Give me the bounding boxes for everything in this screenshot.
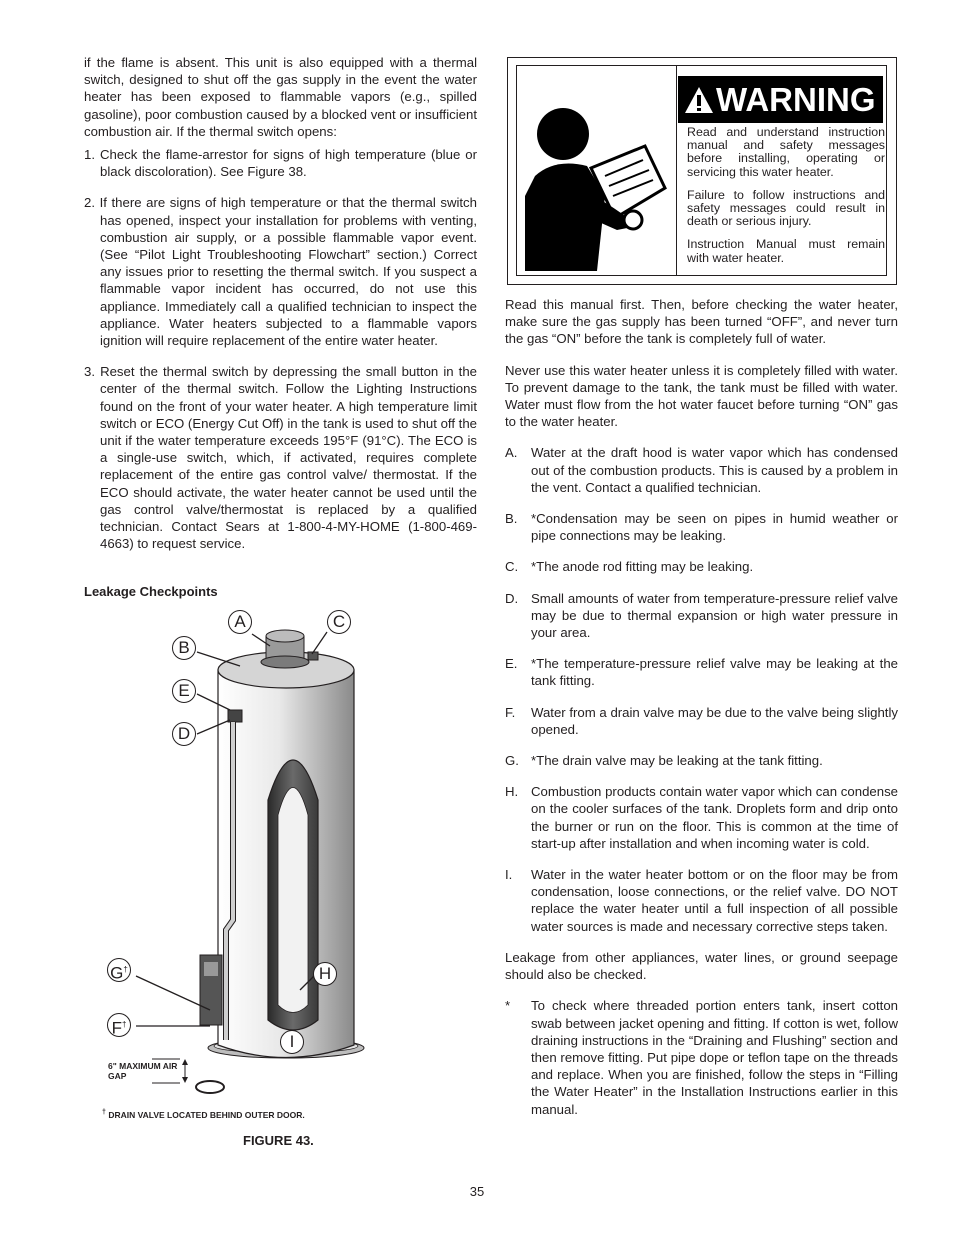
step-1: 1. Check the flame-arrestor for signs of high temperature (blue or black discoloration). See Figure 38. — [84, 147, 477, 180]
warning-line-1: Read and understand instruction manual and safety messages before installing, operating or servicing this water heater. — [687, 125, 885, 179]
page-number: 35 — [469, 1184, 485, 1199]
footnote — [505, 997, 898, 1117]
callout-g-letter: G — [110, 963, 124, 983]
water-heater-figure — [100, 600, 480, 1120]
checkpoint-text: *The drain valve may be leaking at the tank fitting. — [531, 753, 823, 769]
step-2: 2. If there are signs of high temperature or that the thermal switch has opened, inspect your installation for problems with venting, combustion air supply, or a possible flammable vapor event. (See “Pilot Light Troubleshooting Flowchart” section.) Correct any issues prior to resetting the thermal switch. If you suspect a flammable vapor incident has occurred, do not use this appliance. Immediately call a qualified technician to inspect the appliance. Water heaters subjected to a flammable vapors ignition will require replacement of the entire water heater. — [84, 195, 477, 349]
checkpoint-label: A. — [505, 445, 518, 461]
checkpoint-text: Water at the draft hood is water vapor which has condensed out of the combustion products. This is caused by a problem in the vent. Contact a qualified technician. — [531, 445, 898, 495]
callout-e: E — [172, 679, 196, 703]
checkpoint-text: Combustion products contain water vapor which can condense on the cooler surfaces of the tank. Droplets form and drip onto the burner or run on the floor. This is common at the time of start-up after installation and when incoming water is cold. — [531, 784, 898, 851]
right-para-2: Never use this water heater unless it is completely filled with water. To prevent damage to the tank, the tank must be filled with water. Water must flow from the hot water faucet before turning “ON” gas to the water heater. — [505, 362, 898, 430]
callout-b: B — [172, 636, 196, 660]
checkpoint-label: D. — [505, 590, 519, 606]
callout-c: C — [327, 610, 351, 634]
callout-f — [107, 1013, 131, 1037]
checkpoint-label: F. — [505, 704, 516, 720]
warning-divider — [676, 66, 677, 275]
warning-text — [687, 126, 885, 275]
footnote-label: * — [505, 998, 511, 1014]
checkpoint-label: H. — [505, 784, 519, 800]
checkpoint-text: *Condensation may be seen on pipes in humid weather or pipe connections may be leaking. — [531, 511, 898, 544]
callout-g-dagger: † — [123, 965, 128, 974]
checkpoint-item — [505, 866, 898, 935]
drain-note — [102, 1108, 305, 1120]
checkpoint-label: G. — [505, 753, 519, 769]
callout-i: I — [280, 1030, 304, 1054]
callout-f-dagger: † — [121, 1020, 127, 1029]
checkpoint-item — [505, 655, 898, 689]
checkpoint-text: Water from a drain valve may be due to the valve being slightly opened. — [531, 704, 898, 737]
checkpoint-item — [505, 558, 898, 575]
checkpoint-item — [505, 704, 898, 738]
drain-note-dagger: † — [102, 1108, 106, 1116]
warning-inner-frame — [516, 65, 887, 276]
checkpoint-item — [505, 444, 898, 496]
warning-title: WARNING — [716, 81, 876, 118]
right-para-1: Read this manual first. Then, before checking the water heater, make sure the gas supply has been turned “OFF”, and never turn the gas “ON” before the tank is completely full of water. — [505, 297, 898, 347]
warning-label — [507, 57, 897, 285]
checkpoint-text: Small amounts of water from temperature-pressure relief valve may be due to thermal expansion or high water pressure in your area. — [531, 590, 898, 641]
drain-note-text: DRAIN VALVE LOCATED BEHIND OUTER DOOR. — [108, 1109, 305, 1120]
checkpoint-item — [505, 783, 898, 852]
callout-h: H — [313, 962, 337, 986]
callout-f-letter: F — [111, 1018, 122, 1038]
callout-g — [107, 958, 131, 982]
alert-triangle-icon — [684, 86, 714, 114]
person-reading-icon — [525, 106, 675, 271]
intro-paragraph: if the flame is absent. This unit is also equipped with a thermal switch, designed to shut off the gas supply in the event the water heater has been exposed to flammable vapors (e.g., spilled gasoline), poor combustion caused by a blocked vent or insufficient combustion air. If the thermal switch opens: — [84, 55, 477, 139]
leakage-heading: Leakage Checkpoints — [84, 584, 218, 600]
checkpoint-label: I. — [505, 867, 513, 883]
checkpoint-label: B. — [505, 511, 518, 527]
checkpoint-text: *The temperature-pressure relief valve may be leaking at the tank fitting. — [531, 656, 898, 689]
checkpoint-item — [505, 510, 898, 544]
figure-caption: FIGURE 43. — [243, 1133, 314, 1148]
checkpoint-text: Water in the water heater bottom or on the floor may be from condensation, loose connections, or the relief valve. DO NOT replace the water heater until a full inspection of all possible water sources is made and necessary corrective steps taken. — [531, 867, 898, 934]
checkpoint-item — [505, 590, 898, 642]
callout-d: D — [172, 722, 196, 746]
checkpoint-label: C. — [505, 559, 519, 575]
footnote-text: To check where threaded portion enters tank, insert cotton swab between jacket opening and fitting. If cotton is wet, follow draining instructions in the “Draining and Flushing” section and then remove fitting. Put pipe dope or teflon tape on the threads and replace. When you are finished, follow the steps in “Filling the Water Heater” in the Installation Instructions earlier in this manual. — [531, 998, 898, 1117]
step-3: 3. Reset the thermal switch by depressing the small button in the center of the thermal switch. Follow the Lighting Instructions found on the front of your water heater. A high temperature limit switch or ECO (Energy Cut Off) in the tank is used to shut off the unit if the water temperature exceeds 195°F (91°C). The ECO is a single-use switch, which, if activated, requires complete replacement of the entire gas control valve/ thermostat. If the ECO should activate, the water heater cannot be used until the gas control valve/thermostat is replaced by a qualified technician. Contact Sears at 1-800-4-MY-HOME (1-800-469-4663) to request service. — [84, 364, 477, 552]
air-gap-label: 6" MAXIMUM AIR GAP — [108, 1061, 178, 1081]
left-column — [84, 54, 477, 601]
right-column — [505, 296, 898, 1118]
warning-line-2: Failure to follow instructions and safety messages could result in death or serious injury. — [687, 187, 885, 229]
right-para-3: Leakage from other appliances, water lines, or ground seepage should also be checked. — [505, 949, 898, 983]
warning-line-3: Instruction Manual must remain with water heater. — [687, 237, 885, 265]
checkpoint-label: E. — [505, 656, 518, 672]
checkpoint-text: *The anode rod fitting may be leaking. — [531, 559, 754, 575]
checkpoint-item — [505, 752, 898, 769]
callout-a: A — [228, 610, 252, 634]
warning-header — [678, 76, 883, 123]
